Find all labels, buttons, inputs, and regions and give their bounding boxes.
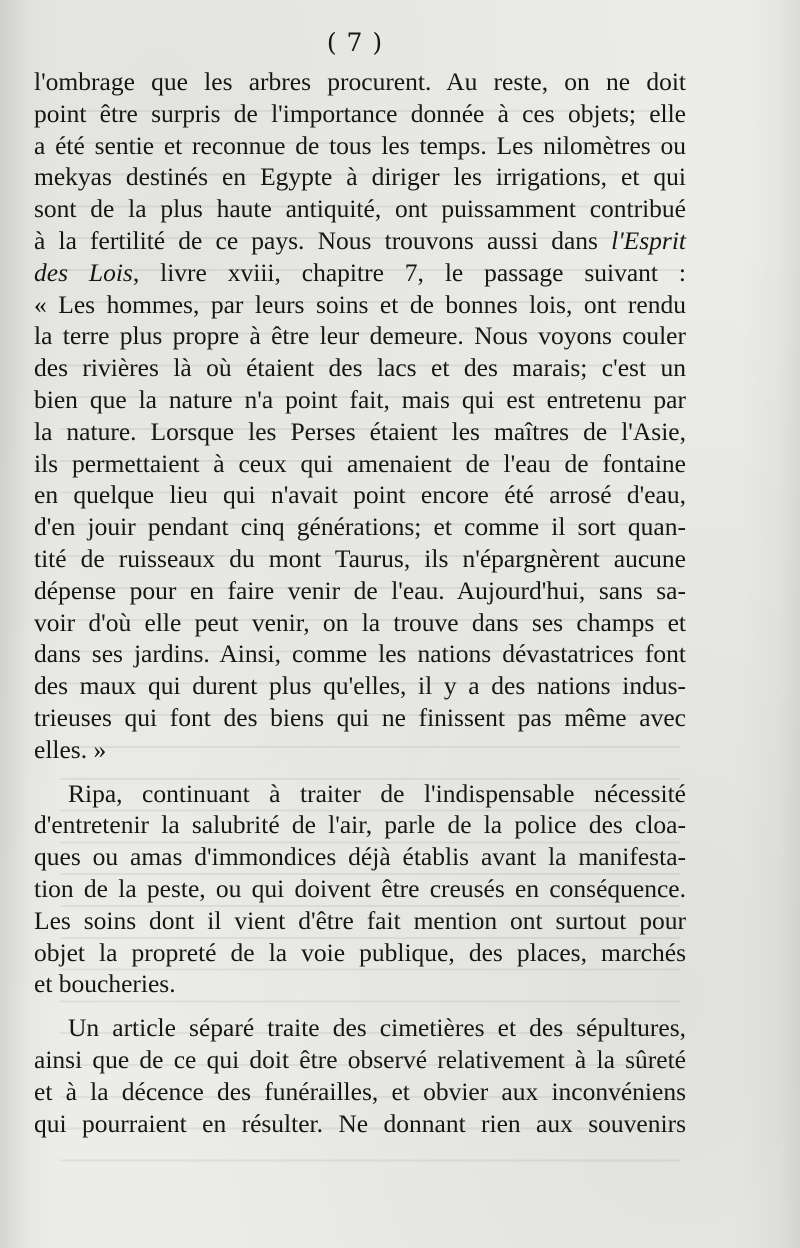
text-line — [34, 1044, 686, 1076]
line-text: ils permettaient à ceux qui amenaient de l'eau de fontaine — [34, 448, 686, 478]
line-text: ques ou amas d'immondices déjà établis avant la manifesta- — [34, 842, 686, 872]
line-text: dans ses jardins. Ainsi, comme les nations dévastatrices font — [34, 639, 686, 669]
text-line — [34, 257, 686, 289]
text-line — [34, 543, 686, 575]
text-line — [34, 98, 686, 130]
text-line — [34, 702, 686, 734]
line-text: la nature. Lorsque les Perses étaient les maîtres de l'Asie, — [34, 416, 686, 446]
line-text: bien que la nature n'a point fait, mais qui est entretenu par — [34, 384, 686, 414]
text-line — [34, 352, 686, 384]
paragraph-2 — [34, 778, 686, 1001]
line-text: mekyas destinés en Egypte à diriger les irrigations, et qui — [34, 162, 686, 192]
body-text — [34, 66, 686, 1139]
line-text: des rivières là où étaient des lacs et des marais; c'est un — [34, 353, 686, 383]
line-text: sont de la plus haute antiquité, ont puissamment contribué — [34, 194, 686, 224]
line-text: et boucheries. — [34, 969, 176, 999]
line-text: Les soins dont il vient d'être fait mention ont surtout pour — [34, 905, 686, 935]
line-text: la terre plus propre à être leur demeure. Nous voyons couler — [34, 321, 686, 351]
text-line — [34, 809, 686, 841]
text-line — [34, 289, 686, 321]
text-line — [34, 607, 686, 639]
text-line — [34, 1108, 686, 1140]
text-line — [34, 511, 686, 543]
text-line — [34, 1012, 686, 1044]
paragraph-1 — [34, 66, 686, 766]
text-line — [34, 905, 686, 937]
text-line — [34, 66, 686, 98]
line-text: Un article séparé traite des cimetières et des sépultures, — [68, 1013, 686, 1043]
text-line — [34, 130, 686, 162]
line-text: d'en jouir pendant cinq générations; et comme il sort quan- — [34, 512, 686, 542]
text-line — [34, 734, 686, 766]
text-line — [34, 873, 686, 905]
line-text: point être surpris de l'importance donnée à ces objets; elle — [34, 98, 686, 128]
line-text: Ripa, continuant à traiter de l'indispensable nécessité — [68, 778, 686, 808]
line-text: elles. » — [34, 734, 107, 764]
line-text: l'ombrage que les arbres procurent. Au reste, on ne doit — [34, 67, 686, 96]
text-line — [34, 638, 686, 670]
paragraph-gap — [34, 766, 686, 778]
line-text: tion de la peste, ou qui doivent être creusés en conséquence. — [34, 873, 686, 903]
paragraph-gap — [34, 1000, 686, 1012]
line-text: objet la propreté de la voie publique, des places, marchés — [34, 937, 686, 967]
text-line — [34, 1076, 686, 1108]
line-text: dépense pour en faire venir de l'eau. Aujourd'hui, sans sa- — [34, 575, 686, 605]
paragraph-3 — [34, 1012, 686, 1139]
line-text: en quelque lieu qui n'avait point encore été arrosé d'eau, — [34, 480, 686, 510]
italic-title: des Lois — [34, 257, 133, 287]
line-text: des maux qui durent plus qu'elles, il y a des nations indus- — [34, 671, 686, 701]
text-line — [34, 384, 686, 416]
text-line — [34, 416, 686, 448]
line-text: d'entretenir la salubrité de l'air, parle de la police des cloa- — [34, 810, 686, 840]
line-text: à la fertilité de ce pays. Nous trouvons aussi dans — [34, 225, 612, 255]
text-line — [34, 193, 686, 225]
italic-title: l'Esprit — [611, 225, 686, 255]
line-text: voir d'où elle peut venir, on la trouve dans ses champs et — [34, 607, 686, 637]
text-line — [34, 320, 686, 352]
text-line — [34, 448, 686, 480]
text-line — [34, 670, 686, 702]
line-text: ainsi que de ce qui doit être observé relativement à la sûreté — [34, 1044, 686, 1074]
text-line — [34, 225, 686, 257]
line-text: et à la décence des funérailles, et obvier aux inconvéniens — [34, 1076, 686, 1106]
text-line — [34, 841, 686, 873]
line-text: trieuses qui font des biens qui ne finissent pas même avec — [34, 702, 686, 732]
text-line — [34, 575, 686, 607]
text-line — [34, 479, 686, 511]
line-text: , livre xviii, chapitre 7, le passage suivant : — [132, 257, 686, 287]
text-line — [34, 968, 686, 1000]
text-line — [34, 778, 686, 810]
line-text: « Les hommes, par leurs soins et de bonnes lois, ont rendu — [34, 289, 686, 319]
line-text: tité de ruisseaux du mont Taurus, ils n'épargnèrent aucune — [34, 543, 686, 573]
text-line — [34, 161, 686, 193]
line-text: a été sentie et reconnue de tous les temps. Les nilomètres ou — [34, 130, 686, 160]
page-number: ( 7 ) — [326, 28, 384, 57]
text-line — [34, 937, 686, 969]
line-text: qui pourraient en résulter. Ne donnant rien aux souvenirs — [34, 1108, 686, 1138]
